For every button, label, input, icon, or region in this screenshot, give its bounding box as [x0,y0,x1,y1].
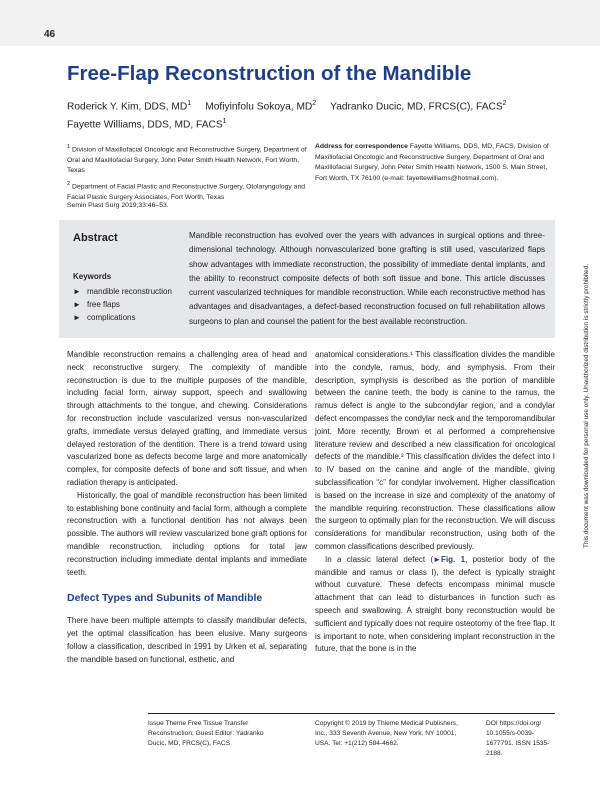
body-column-right [315,349,555,656]
section-heading: Defect Types and Subunits of Mandible [67,592,263,605]
paragraph: Historically, the goal of mandible reconstruction has been limited to establishing bone continuity and facial form, although a complete reconstruction with a functional dentition has not always been possible. The authors will review vascularized bone graft options for mandible reconstruction, including options for total jaw reconstruction including immediate dental implants and immediate teeth. [67,490,307,577]
footer-copyright: Copyright © 2019 by Thieme Medical Publishers, Inc., 333 Seventh Avenue, New York, NY 10001, USA. Tel: +1(212) 584-4662. [315,720,458,747]
keyword-item: ► free flaps [73,298,183,311]
bullet-arrow-icon: ► [73,287,81,296]
page-number: 46 [44,29,56,40]
correspondence-text: Fayette Williams, DDS, MD, FACS, Division of Maxillofacial Oncologic and Reconstructive Surgery, Department of Oral and Maxillofacial Surgery, John Peter Smith Health Network, 1500 S. Main Street, Fort Worth, TX 76100 (e-mail: fayettewilliams@hotmail.com). [315,143,549,182]
citation: Semin Plast Surg 2019;33:46–53. [67,202,169,209]
article-title: Free-Flap Reconstruction of the Mandible [67,62,472,85]
figure-link[interactable]: ►Fig. 1 [433,554,466,564]
paragraph: anatomical considerations.¹ This classification divides the mandible into the condyle, ramus, body, and symphysis. From their description, symphysis is described as the portion of mandible between the canine teeth, the body is canine to the ramus, the ramus defect is angle to the subcondylar region, and a condylar defect encompasses the condylar neck and the temporomandibular joint. More recently, Brown et al performed a comprehensive literature review and described a new classification for oncological defects of the mandible.² This classification divides the defect into I to IV based on the canine and angle of the mandible, giving subclassification “c” for condylar involvement. Higher classification is based on the increase in size and complexity of the anatomy of the mandible requiring reconstruction. These classifications allow the surgeon to optimally plan for the reconstruction. We will discuss considerations for mandibular reconstruction, using both of the common classifications described previously. [315,350,555,551]
paragraph: There have been multiple attempts to classify mandibular defects, yet the optimal classification has been elusive. Many surgeons follow a classification, described in 1991 by Urken et al, separating the mandible based on functional, esthetic, and [67,616,307,664]
author-name: Fayette Williams, DDS, MD, FACS [67,119,223,131]
footer-issue: Issue Theme Free Tissue Transfer Reconstruction; Guest Editor: Yadranko Ducic, MD, FRCS(C), FACS [148,720,264,747]
correspondence-label: Address for correspondence [315,143,408,150]
keyword-item: ► complications [73,311,183,324]
footer-divider [148,713,555,714]
bullet-arrow-icon: ► [73,300,81,310]
correspondence [315,142,555,184]
keywords-list [73,285,183,325]
keywords-heading: Keywords [73,272,112,281]
author-name: Yadranko Ducic, MD, FRCS(C), FACS [330,101,503,113]
paragraph: Mandible reconstruction remains a challenging area of head and neck reconstructive surgery. The complexity of mandible reconstruction is due to the multiple purposes of the mandible, including facial form, airway support, speech and swallowing through attachments to the tongue, and chewing. Considerations for reconstruction include vascularized versus non-vascularized grafts, immediate versus delayed grafting, and immediate versus delayed restoration of the dentition. There is a trend toward using vascularized bone as defects become large and more anatomically complex, for composite defects of bone and soft tissue, and when radiation therapy is anticipated. [67,350,307,487]
author-affiliation-mark: 1 [187,100,192,107]
body-column-left [67,349,307,666]
abstract-text: Mandible reconstruction has evolved over the years with advances in surgical options and three-dimensional technology. Although nonvascularized bone grafting is still used, vascularized flaps show advantages with immediate reconstruction, the possibility of immediate dental implants, and the ability to reconstruct composite defects of both soft tissue and bone. This article discusses current vascularized techniques for mandible reconstruction. While each reconstructive method has advantages and disadvantages, a defect-based reconstruction focused on full rehabilitation allows surgeons to plan and counsel the patient for the best available reconstruction. [189,231,545,326]
affiliations [67,142,307,205]
author-name: Mofiyinfolu Sokoya, MD [205,101,313,113]
abstract-heading: Abstract [73,232,118,244]
author-name: Roderick Y. Kim, DDS, MD [67,101,188,113]
author-affiliation-mark: 2 [312,100,317,107]
footer-doi: DOI https://doi.org/ 10.1055/s-0039-1677791. ISSN 1535-2188. [486,720,550,757]
affiliation-item: $^1$ Division of Maxillofacial Oncologic and Reconstructive Surgery, Department of Oral and Maxillofacial Surgery, John Peter Smith Health Network, Fort Worth, Texas [67,144,307,175]
bullet-arrow-icon: ► [73,313,81,323]
top-band [0,0,600,46]
paragraph: In a classic lateral defect (►Fig. 1, posterior body of the mandible and ramus or class I), the defect is typically straight without curvature. These defects encompass minimal muscle attachment that can lead to disturbances in function such as speech and swallowing. A straight bony reconstruction would be sufficient and typically does not require osteotomy of the free flap. It is important to note, when considering implant reconstruction in the future, that the bone is in the [315,554,555,654]
affiliation-item: $^2$ Department of Facial Plastic and Reconstructive Surgery, Otolaryngology and Facial Plastic Surgery Associates, Fort Worth, Texas [67,180,306,201]
author-list [67,96,547,133]
author-affiliation-mark: 2 [502,100,507,107]
side-note: This document was downloaded for personal use only. Unauthorized distribution is strictly prohibited. [583,263,590,548]
author-affiliation-mark: 1 [222,118,227,126]
keyword-item: ► mandible reconstruction [73,285,183,298]
